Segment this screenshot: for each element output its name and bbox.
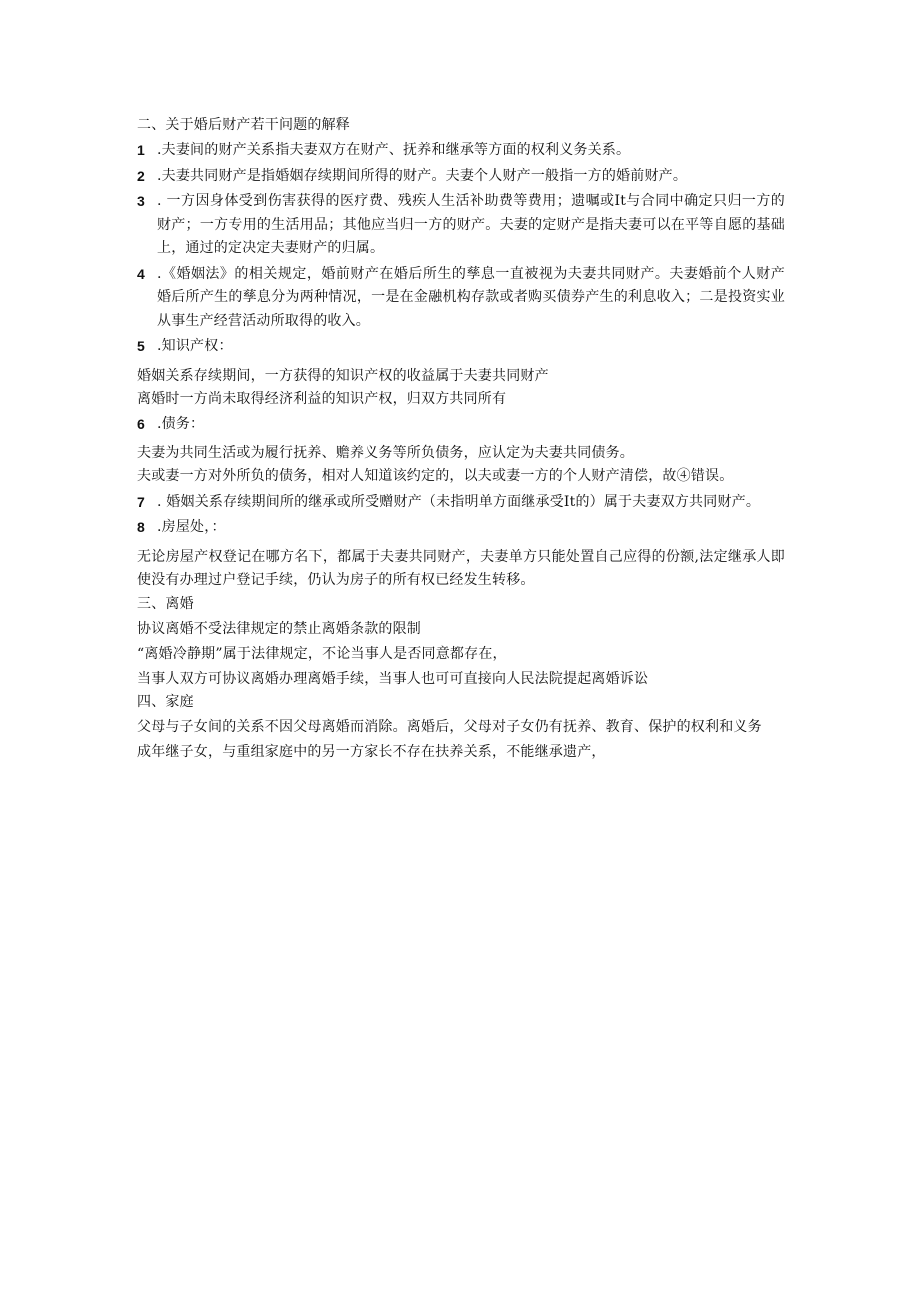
item6-line-1: 夫妻为共同生活或为履行抚养、赡养义务等所负债务，应认定为夫妻共同债务。 (137, 445, 634, 461)
numbered-item-7 (137, 491, 785, 515)
numbered-item-2 (137, 165, 785, 189)
item5-line-1: 婚姻关系存续期间，一方获得的知识产权的收益属于夫妻共同财产 (137, 367, 549, 384)
numbered-item-5 (137, 335, 785, 359)
item-text: .夫妻间的财产关系指夫妻双方在财产、抚养和继承等方面的权利义务关系。 (157, 142, 631, 158)
item8-paragraph: 无论房屋产权登记在哪方名下，都属于夫妻共同财产，夫妻单方只能处置自己应得的份额,法定继承人即使没有办理过户登记手续，仍认为房子的所有权已经发生转移。 (137, 548, 785, 588)
numbered-item-8 (137, 516, 785, 540)
section3-line-3: 当事人双方可协议离婚办理离婚手续，当事人也可可直接向人民法院提起离婚诉讼 (137, 670, 649, 687)
item-number: 5 (137, 338, 145, 354)
item-number: 3 (137, 193, 145, 209)
item-text: .夫妻共同财产是指婚姻存续期间所得的财产。夫妻个人财产一般指一方的婚前财产。 (157, 167, 688, 184)
section-heading-2: 二、关于婚后财产若干问题的解释 (137, 117, 350, 133)
item-text: .《婚姻法》的相关规定，婚前财产在婚后所生的孳息一直被视为夫妻共同财产。夫妻婚前个人财产婚后所产生的孳息分为两种情况，一是在金融机构存款或者购买债券产生的利息收入；二是投资实业从事生产经营活动所取得的收入。 (157, 265, 785, 329)
numbered-item-3 (137, 190, 785, 261)
numbered-item-4 (137, 263, 785, 334)
item-number: 8 (137, 519, 145, 535)
item-text: .债务： (157, 415, 205, 432)
item6-line-2: 夫或妻一方对外所负的债务，相对人知道该约定的，以夫或妻一方的个人财产清偿，故④错误。 (137, 468, 734, 484)
item5-line-2: 离婚时一方尚未取得经济利益的知识产权，归双方共同所有 (137, 390, 507, 407)
section-heading-4: 四、家庭 (137, 693, 194, 710)
item-number: 7 (137, 493, 145, 510)
item-text: .知识产权： (157, 338, 233, 354)
item-text: . 一方因身体受到伤害获得的医疗费、残疾人生活补助费等费用；遗嘱或It与合同中确定只归一方的财产；一方专用的生活用品；其他应当归一方的财产。夫妻的定财产是指夫妻可以在平等自愿的基础上，通过的定决定夫妻财产的归属。 (157, 193, 785, 256)
numbered-item-1 (137, 139, 785, 163)
item-number: 6 (137, 415, 145, 432)
item-text: .房屋处，： (157, 519, 226, 535)
document-body (137, 114, 785, 764)
section-heading-3: 三、离婚 (137, 595, 194, 612)
section3-line-1: 协议离婚不受法律规定的禁止离婚条款的限制 (137, 620, 421, 637)
section3-line-2: “离婚冷静期”属于法律规定，不论当事人是否同意都存在， (137, 645, 507, 662)
item-number: 2 (137, 167, 145, 184)
item-text: . 婚姻关系存续期间所的继承或所受赠财产（未指明单方面继承受It的）属于夫妻双方共同财产。 (157, 493, 761, 510)
item-number: 4 (137, 265, 145, 282)
numbered-item-6 (137, 413, 785, 437)
item-number: 1 (137, 142, 145, 158)
section4-last-line: 成年继子女，与重组家庭中的另一方家长不存在扶养关系，不能继承遗产， (137, 744, 606, 760)
section4-paragraph: 父母与子女间的关系不因父母离婚而消除。离婚后，父母对子女仍有抚养、教育、保护的权利和义务 (137, 718, 762, 735)
